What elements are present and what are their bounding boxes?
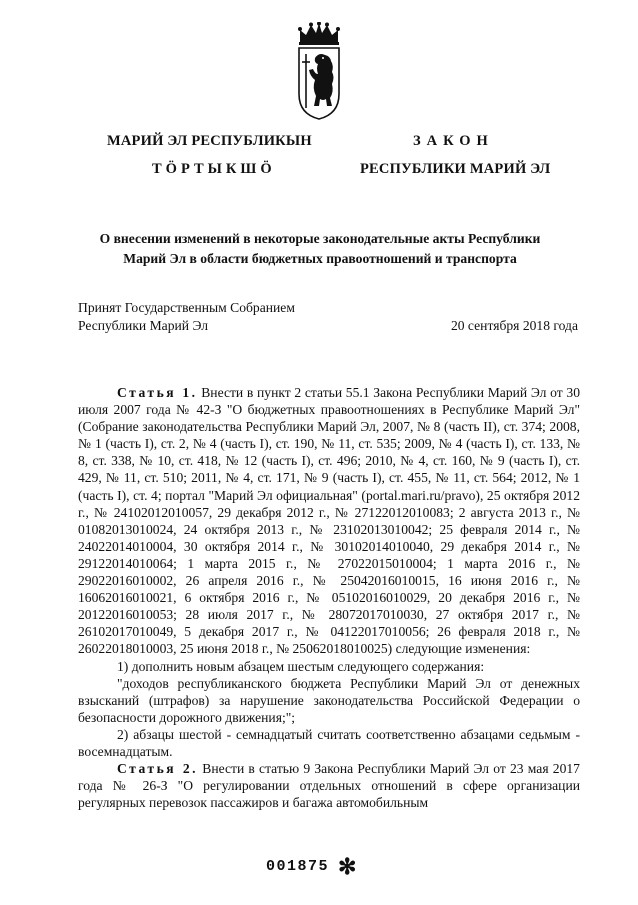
header-left-line2: ТӦРТЫКШӦ: [152, 161, 276, 177]
law-title: [70, 229, 570, 269]
law-body: [78, 384, 580, 811]
article2-label: Статья 2.: [117, 761, 199, 777]
law-title-line2: Марий Эл в области бюджетных правоотношений и транспорта: [123, 251, 517, 266]
coat-of-arms-emblem: [297, 22, 341, 120]
article1-item2: 2) абзацы шестой - семнадцатый считать соответственно абзацами седьмым - восемнадцатым.: [78, 726, 580, 759]
adoption-date: 20 сентября 2018 года: [450, 318, 578, 333]
article1-label: Статья 1.: [117, 385, 198, 400]
document-footer: [266, 854, 357, 879]
article2-paragraph: [78, 760, 580, 811]
law-title-line1: О внесении изменений в некоторые законодательные акты Республики: [99, 231, 541, 246]
adoption-block: [78, 299, 578, 335]
document-number: 001875: [266, 858, 330, 875]
article2-text: Внести в статью 9 Закона Республики Марий Эл от 23 мая 2017 года № 26-З "О регулировании отдельных отношений в сфере организации регулярных перевозок пассажиров и багажа автомобильным: [78, 761, 580, 811]
adoption-line2: Республики Марий Эл: [78, 318, 209, 333]
article1-paragraph: [78, 384, 580, 658]
article1-quote: "доходов республиканского бюджета Республики Марий Эл от денежных взысканий (штрафов) за нарушение законодательства Российской Федерации о безопасности дорожного движения;";: [78, 675, 580, 725]
asterisk-mark: ✻: [338, 854, 357, 879]
article1-text: Внести в пункт 2 статьи 55.1 Закона Республики Марий Эл от 30 июля 2007 года № 42-З "О бюджетных правоотношениях в Республике Марий Эл" (Собрание законодательства Республики Марий Эл, 2007, № 8 (часть II), ст. 374; 2008, № 1 (часть I), ст. 2, № 4 (часть I), ст. 190, № 11, ст. 535; 2009, № 4 (часть I), ст. 133, № 8, ст. 338, № 10, ст. 418, № 12 (часть I), ст. 496; 2010, № 4, ст. 160, № 9 (часть I), ст. 429, № 11, ст. 510; 2011, № 4, ст. 171, № 9 (часть I), ст. 455, № 11, ст. 564; 2012, № 1 (часть I), ст. 4; портал "Марий Эл официальная" (portal.mari.ru/pravo), 25 октября 2012 г., № 24102012010057, 29 декабря 2012 г., № 27122012010083; 2 августа 2013 г., № 01082013010024, 24 октября 2013 г., № 23102013010042; 25 февраля 2014 г., № 24022014010004, 30 октября 2014 г., № 30102014010040, 29 декабря 2014 г., № 29122014010064; 1 марта 2015 г., № 27022015010004; 1 марта 2016 г., № 29022016010002, 26 апреля 2016 г., № 25042016010015, 16 июня 2016 г., № 16062016010021, 6 октября 2016 г., № 05102016010029, 20 декабря 2016 г., № 20122016010053; 28 июля 2017 г., № 28072017010030, 27 октября 2017 г., № 26102017010049, 5 декабря 2017 г., № 04122017010056; 26 февраля 2018 г., № 26022018010003, 25 июня 2018 г., № 25062018010025) следующие изменения:: [78, 385, 580, 657]
header-left-line1: МАРИЙ ЭЛ РЕСПУБЛИКЫН: [107, 133, 312, 149]
header-right-line2: РЕСПУБЛИКИ МАРИЙ ЭЛ: [360, 161, 551, 177]
adoption-line1: Принят Государственным Собранием: [78, 300, 295, 315]
article1-item1: 1) дополнить новым абзацем шестым следующего содержания:: [117, 658, 485, 674]
header-right-line1: ЗАКОН: [413, 133, 494, 149]
